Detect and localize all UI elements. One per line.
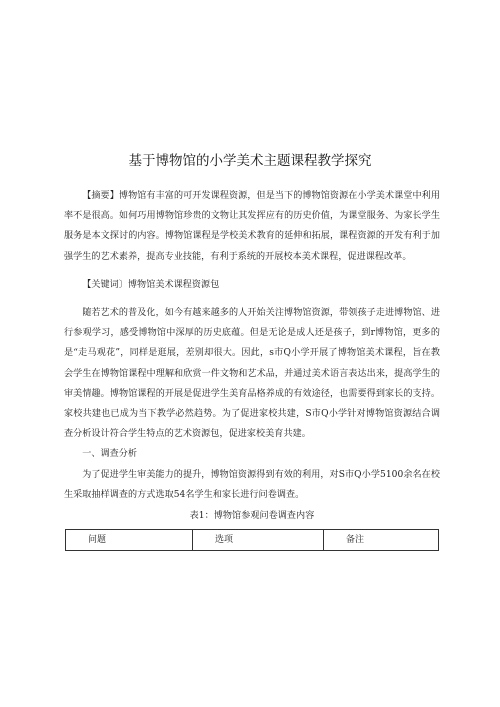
survey-paragraph: 为了促进学生审美能力的提升，博物馆资源得到有效的利用，对S市Q小学5100余名在校生采取抽样调查的方式选取54名学生和家长进行问卷调查。 bbox=[64, 469, 440, 500]
keywords-line: 【关键词〕博物馆美术课程资源包 bbox=[82, 279, 220, 290]
section-heading: 一、调查分析 bbox=[82, 449, 138, 460]
table-header-row bbox=[66, 530, 439, 551]
table-header-question: 问题 bbox=[66, 530, 193, 551]
table-caption: 表1：博物馆参观问卷调查内容 bbox=[189, 511, 315, 522]
table-header-options: 选项 bbox=[193, 530, 324, 551]
document-body bbox=[64, 186, 440, 551]
abstract-paragraph: 【摘要】博物馆有丰富的可开发课程资源，但是当下的博物馆资源在小学美术课堂中利用率不是很高。如何巧用博物馆珍贵的文物让其发挥应有的历史价值，为课堂服务、为家长学生服务是本文探讨的内容。博物馆课程是学校美术教育的延伸和拓展，课程资源的开发有利于加强学生的艺术素养，提高专业技能，有利于系统的开展校本美术课程，促进课程改革。 bbox=[64, 191, 440, 262]
table-header-notes: 备注 bbox=[324, 530, 439, 551]
survey-table bbox=[65, 529, 439, 551]
intro-paragraph: 随若艺术的普及化，如今有越来越多的人开始关注博物馆资源，带领孩子走进博物馆、进行参观学习，感受博物馆中深厚的历史底蕴。但是无论是成人还是孩子，到r博物馆，更多的是“走马观花”，同样是逛展，差别却很大。因此，s市Q小学开展了博物馆美术课程，旨在教会学生在博物馆课程中理解和欣赏一件文物和艺术品，并通过美术语言表达出来，提高学生的审美情趣。博物馆课程的开展是促进学生美育品格养成的有效途径，也需要得到家长的支持。家校共建也已成为当下教学必然趋势。为了促进家校共建，S市Q小学针对博物馆资源结合调查分析设计符合学生特点的艺术资源包，促进家校美育共建。 bbox=[64, 308, 440, 440]
page-title: 基于博物馆的小学美术主题课程教学探究 bbox=[128, 153, 372, 169]
